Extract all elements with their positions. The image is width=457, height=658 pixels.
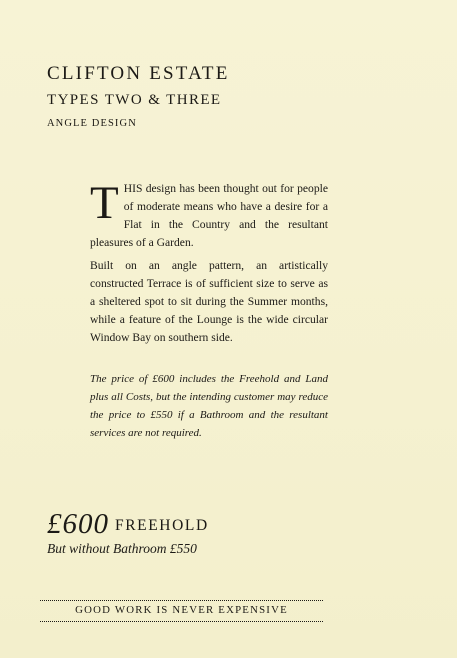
price-note: But without Bathroom £550 xyxy=(47,541,197,556)
page-subtitle: TYPES TWO & THREE xyxy=(47,92,222,108)
footer-motto: GOOD WORK IS NEVER EXPENSIVE xyxy=(75,604,288,616)
description-paragraph: Built on an angle pattern, an artistically constructed Terrace is of sufficient size to serve as a sheltered spot to sit during the Summer months, while a feature of the Lounge is the wide circular Window Bay on southern side. xyxy=(90,259,328,344)
intro-paragraph-text: HIS design has been thought out for people of moderate means who have a desire for a Flat in the Country and the resultant pleasures of a Garden. xyxy=(90,182,328,249)
dotted-rule-top xyxy=(40,600,323,601)
page-title: CLIFTON ESTATE xyxy=(47,63,230,84)
price-details-paragraph: The price of £600 includes the Freehold and Land plus all Costs, but the intending customer may reduce the price to £550 if a Bathroom and the resultant services are not required. xyxy=(90,373,328,439)
price-amount: £600 xyxy=(47,508,109,540)
drop-cap: T xyxy=(90,177,119,229)
design-label: ANGLE DESIGN xyxy=(47,118,137,129)
intro-paragraph xyxy=(90,177,328,252)
price-block xyxy=(47,508,209,541)
price-label: FREEHOLD xyxy=(115,517,209,534)
dotted-rule-bottom xyxy=(40,621,323,622)
